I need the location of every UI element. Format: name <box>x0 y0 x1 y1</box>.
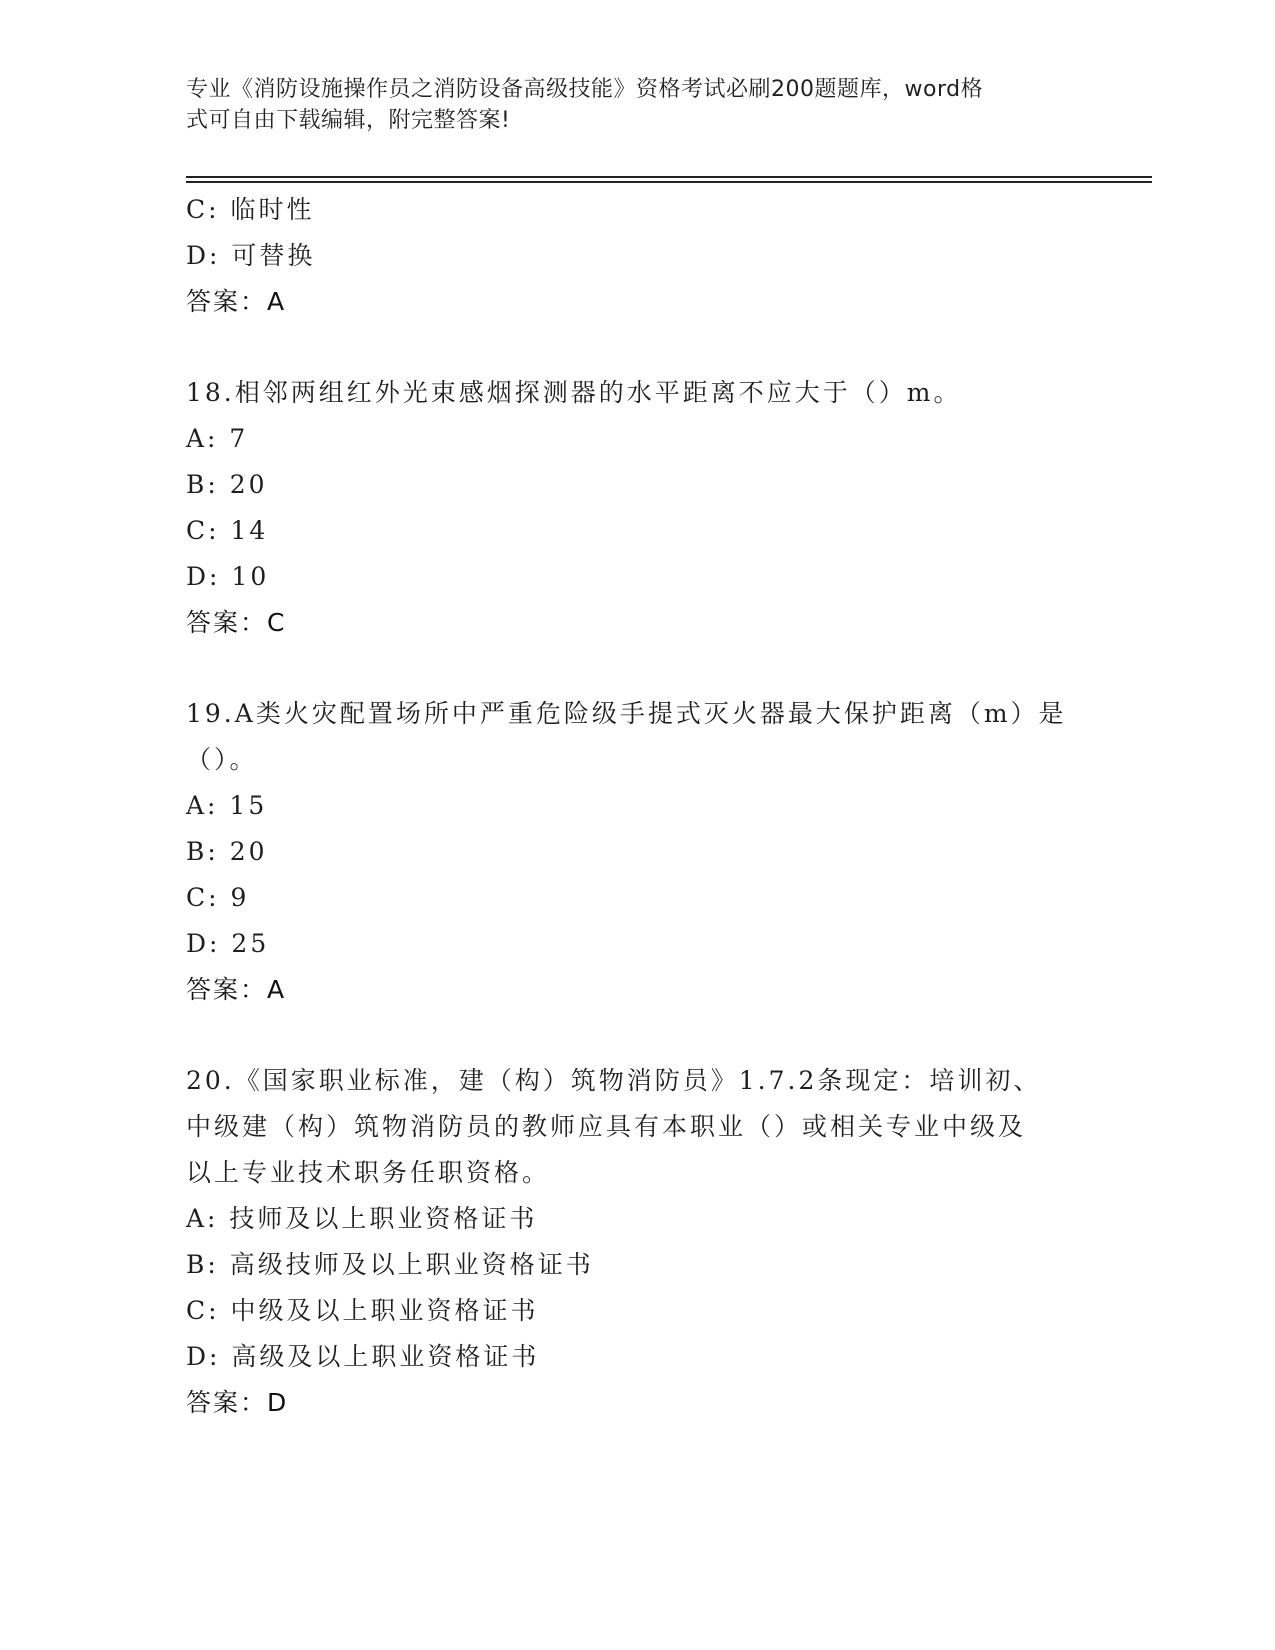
question-19 <box>186 691 1086 1013</box>
option-d: D: 可替换 <box>186 241 316 270</box>
document-header <box>186 74 1066 136</box>
answer-line: 答案：C <box>186 608 287 637</box>
header-line-1: 专业《消防设施操作员之消防设备高级技能》资格考试必刷200题题库，word格 <box>186 77 984 102</box>
option-b: B: 20 <box>186 837 268 866</box>
answer-line: 答案：A <box>186 975 287 1004</box>
answer-line: 答案：D <box>186 1388 289 1417</box>
option-d: D: 25 <box>186 929 270 958</box>
option-c: C: 9 <box>186 883 250 912</box>
option-b: B: 高级技师及以上职业资格证书 <box>186 1250 594 1279</box>
question-text-continued: 中级建（构）筑物消防员的教师应具有本职业（）或相关专业中级及 <box>186 1112 1027 1141</box>
question-text: 18.相邻两组红外光束感烟探测器的水平距离不应大于（）m。 <box>186 378 962 407</box>
previous-question-tail <box>186 187 1086 325</box>
question-text: 20.《国家职业标准，建（构）筑物消防员》1.7.2条现定：培训初、 <box>186 1066 1042 1095</box>
header-rule-bottom <box>186 181 1152 183</box>
question-20 <box>186 1058 1086 1426</box>
question-text-continued: 以上专业技术职务任职资格。 <box>186 1158 551 1187</box>
question-18 <box>186 370 1086 646</box>
header-line-2: 式可自由下载编辑，附完整答案! <box>186 108 511 133</box>
option-c: C: 14 <box>186 516 269 545</box>
option-a: A: 技师及以上职业资格证书 <box>186 1204 538 1233</box>
question-text-continued: （）。 <box>186 745 258 774</box>
option-a: A: 7 <box>186 424 249 453</box>
answer-line: 答案：A <box>186 287 287 316</box>
question-list <box>186 187 1086 1426</box>
option-c: C: 临时性 <box>186 195 315 224</box>
option-d: D: 10 <box>186 562 270 591</box>
question-text: 19.A类火灾配置场所中严重危险级手提式灭火器最大保护距离（m）是 <box>186 699 1067 728</box>
option-a: A: 15 <box>186 791 268 820</box>
option-c: C: 中级及以上职业资格证书 <box>186 1296 539 1325</box>
option-d: D: 高级及以上职业资格证书 <box>186 1342 540 1371</box>
option-b: B: 20 <box>186 470 268 499</box>
header-rule-top <box>186 176 1152 178</box>
